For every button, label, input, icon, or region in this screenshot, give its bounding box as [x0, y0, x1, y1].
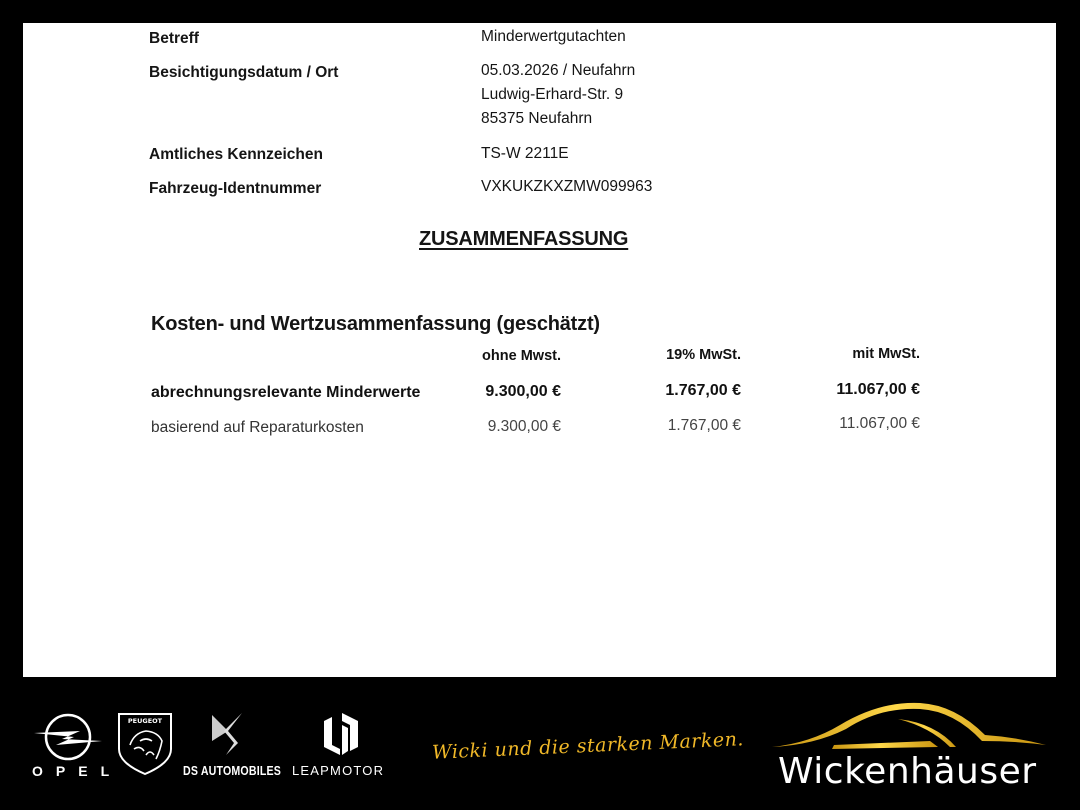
col-ohne-mwst: ohne Mwst. — [482, 348, 561, 364]
leapmotor-logo-icon — [320, 711, 362, 757]
value-besichtigung-ort: 85375 Neufahrn — [481, 110, 593, 127]
row-reparatur-netto: 9.300,00 € — [487, 418, 561, 435]
car-silhouette-icon — [770, 697, 1050, 752]
label-kennzeichen: Amtliches Kennzeichen — [149, 146, 323, 163]
brand-ds-automobiles: DS AUTOMOBILES — [183, 764, 282, 778]
brand-leapmotor: LEAPMOTOR — [292, 763, 385, 778]
brand-opel: OPEL — [32, 763, 123, 779]
summary-title: ZUSAMMENFASSUNG — [419, 228, 629, 250]
row-minderwerte-mwst: 1.767,00 € — [665, 382, 741, 399]
row-reparatur-brutto: 11.067,00 € — [839, 415, 920, 432]
col-mit-mwst: mit MwSt. — [852, 346, 920, 362]
row-reparatur-mwst: 1.767,00 € — [667, 417, 741, 434]
row-minderwerte-netto: 9.300,00 € — [485, 383, 561, 400]
footer-banner — [0, 677, 1080, 810]
value-besichtigung-strasse: Ludwig-Erhard-Str. 9 — [481, 86, 624, 103]
row-minderwerte-brutto: 11.067,00 € — [836, 381, 920, 398]
label-betreff: Betreff — [149, 30, 199, 47]
svg-text:PEUGEOT: PEUGEOT — [127, 717, 163, 725]
peugeot-lion-shield-icon — [116, 711, 174, 777]
dealer-name: Wickenhäuser — [778, 751, 1037, 792]
summary-subtitle: Kosten- und Wertzusammenfassung (geschätzt) — [151, 313, 600, 335]
slogan: Wicki und die starken Marken. — [431, 728, 745, 764]
label-fin: Fahrzeug-Identnummer — [149, 180, 322, 197]
value-kennzeichen: TS-W 2211E — [481, 145, 569, 162]
label-besichtigung: Besichtigungsdatum / Ort — [149, 64, 339, 81]
document-page — [23, 23, 1056, 677]
opel-logo-icon — [32, 711, 104, 763]
value-betreff: Minderwertgutachten — [481, 28, 626, 45]
value-fin: VXKUKZKXZMW099963 — [481, 178, 653, 195]
col-mwst-19: 19% MwSt. — [666, 347, 741, 363]
ds-logo-icon — [208, 711, 248, 757]
row-minderwerte-label: abrechnungsrelevante Minderwerte — [151, 384, 421, 401]
row-reparatur-label: basierend auf Reparaturkosten — [151, 419, 364, 436]
value-besichtigung-datum: 05.03.2026 / Neufahrn — [481, 62, 636, 79]
